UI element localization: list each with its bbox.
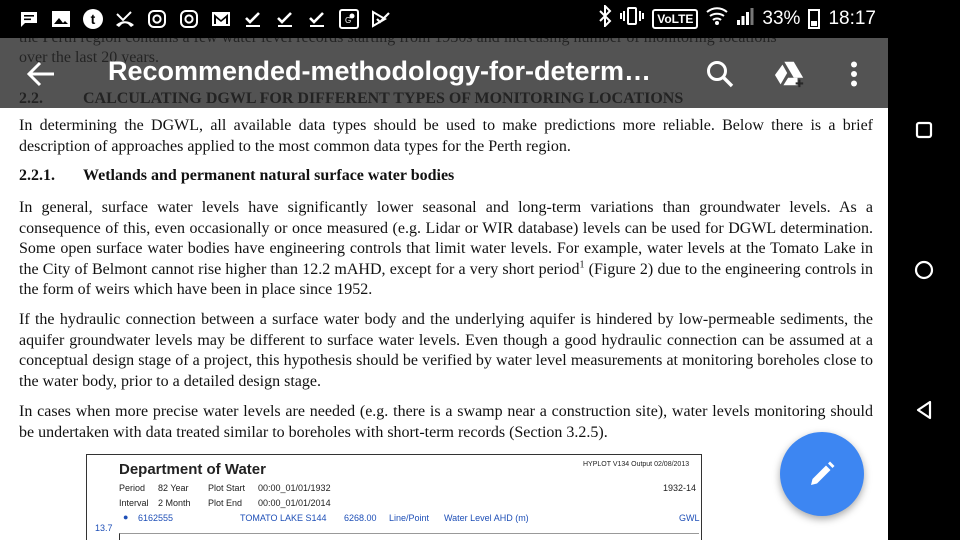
- recents-square-icon: [915, 121, 933, 139]
- figure-period-label: Period: [119, 483, 146, 493]
- paragraph-3: If the hydraulic connection between a surface water body and the underlying aquifer is hindered by low-permeable sediments, the aquifer groundwater levels may be different to surface water levels. Even though a good hydraulic connection can be assumed at a conceptual design stage of a project, this hypothesis should be verified by water level measurements at monitoring boreholes close to the water body, prior to a detailed design stage.: [19, 311, 873, 390]
- instagram-icon: [146, 9, 168, 29]
- svg-text:G: G: [345, 16, 352, 25]
- section-2-2-1-number: 2.2.1.: [19, 167, 55, 184]
- figure-gwl: GWL: [679, 513, 700, 523]
- paragraph-2: [19, 198, 873, 301]
- back-nav-button[interactable]: [914, 400, 934, 420]
- paragraph-1: In determining the DGWL, all available data types should be used to make predictions more reliable. Below there is a brief description of approaches applied to the most common data types for the Perth region.: [19, 117, 873, 155]
- status-bar: [0, 0, 888, 38]
- figure-interval-label: Interval: [119, 498, 149, 508]
- figure-range: 1932-14: [663, 483, 697, 493]
- document-title: Recommended-methodology-for-determ…: [108, 56, 652, 86]
- search-button[interactable]: [704, 58, 736, 90]
- figure-y-tick: 13.7: [95, 523, 113, 533]
- more-options-button[interactable]: [838, 58, 870, 90]
- wifi-icon: [706, 6, 728, 32]
- add-to-drive-icon: [774, 59, 806, 89]
- battery-icon: [808, 9, 820, 29]
- edit-fab-button[interactable]: [780, 432, 864, 516]
- home-circle-icon: [914, 260, 934, 280]
- check-icon: [306, 9, 328, 29]
- check-icon: [242, 9, 264, 29]
- more-vert-icon: [850, 61, 858, 87]
- search-icon: [705, 59, 735, 89]
- paragraph-2-text: In general, surface water levels have significantly lower seasonal and long-term variations than groundwater levels. As a consequence of this, even occasionally or once measured (e.g. Lidar or WIR database) levels can be used for DGWL determination. Some open surface water bodies have engineering controls that limit water levels. For example, water levels at the Tomato Lake in the City of Belmont cannot rise higher than 12.2 mAHD, except for a very short period: [19, 199, 873, 278]
- photos-icon: [50, 9, 72, 29]
- back-triangle-icon: [915, 400, 933, 420]
- figure-period-value: 82 Year: [158, 483, 189, 493]
- message-icon: [18, 9, 40, 29]
- volte-badge: VoLTE: [652, 9, 698, 29]
- figure-variable-code: 6268.00: [344, 513, 377, 523]
- paragraph-2-end: (Figure 2) due to the engineering controls in the form of weirs which have been in place since 1952.: [19, 260, 873, 298]
- maps-icon: [338, 9, 360, 29]
- app-toolbar: [0, 38, 888, 108]
- back-button[interactable]: [26, 60, 56, 88]
- navigation-bar: [888, 0, 960, 540]
- recents-button[interactable]: [914, 120, 934, 140]
- footnote-marker[interactable]: 1: [579, 259, 585, 271]
- instagram-icon: [178, 9, 200, 29]
- clock: 18:17: [828, 8, 876, 29]
- podcast-icon: [82, 9, 104, 29]
- home-button[interactable]: [914, 260, 934, 280]
- svg-text:t: t: [90, 11, 96, 27]
- figure-line-point: Line/Point: [389, 513, 430, 523]
- figure-plot-start-label: Plot Start: [208, 483, 246, 493]
- paragraph-4: In cases when more precise water levels are needed (e.g. there is a swamp near a construction site), water levels monitoring should be undertaken with data treated similar to boreholes with short-term records (Section 3.2.5).: [19, 403, 873, 441]
- vibrate-icon: [620, 6, 644, 32]
- missed-call-icon: [114, 9, 136, 29]
- figure-department-title: Department of Water: [119, 461, 266, 478]
- figure-hyplot-label: HYPLOT V134 Output 02/08/2013: [583, 461, 690, 468]
- notification-icons: [0, 9, 392, 29]
- battery-percent: 33%: [762, 8, 801, 29]
- figure-plot-end-value: 00:00_01/01/2014: [258, 498, 331, 508]
- figure-plot-end-label: Plot End: [208, 498, 243, 508]
- edit-pencil-icon: [807, 459, 837, 489]
- figure-site-id: 6162555: [138, 513, 174, 523]
- section-2-2-1-title: Wetlands and permanent natural surface water bodies: [83, 167, 455, 184]
- figure-site-marker-icon: ●: [123, 512, 129, 522]
- signal-icon: [736, 6, 754, 32]
- embedded-figure: [86, 454, 702, 540]
- figure-plot-area: [119, 533, 699, 540]
- figure-plot-start-value: 00:00_01/01/1932: [258, 483, 331, 493]
- figure-interval-value: 2 Month: [158, 498, 191, 508]
- figure-site-name: TOMATO LAKE S144: [240, 513, 327, 523]
- bluetooth-icon: [598, 5, 612, 33]
- add-to-drive-button[interactable]: [774, 58, 806, 90]
- figure-variable: Water Level AHD (m): [444, 513, 529, 523]
- gmail-icon: [210, 9, 232, 29]
- arrow-back-icon: [26, 60, 56, 88]
- check-icon: [274, 9, 296, 29]
- check-icon: [370, 9, 392, 29]
- system-status: [598, 0, 876, 38]
